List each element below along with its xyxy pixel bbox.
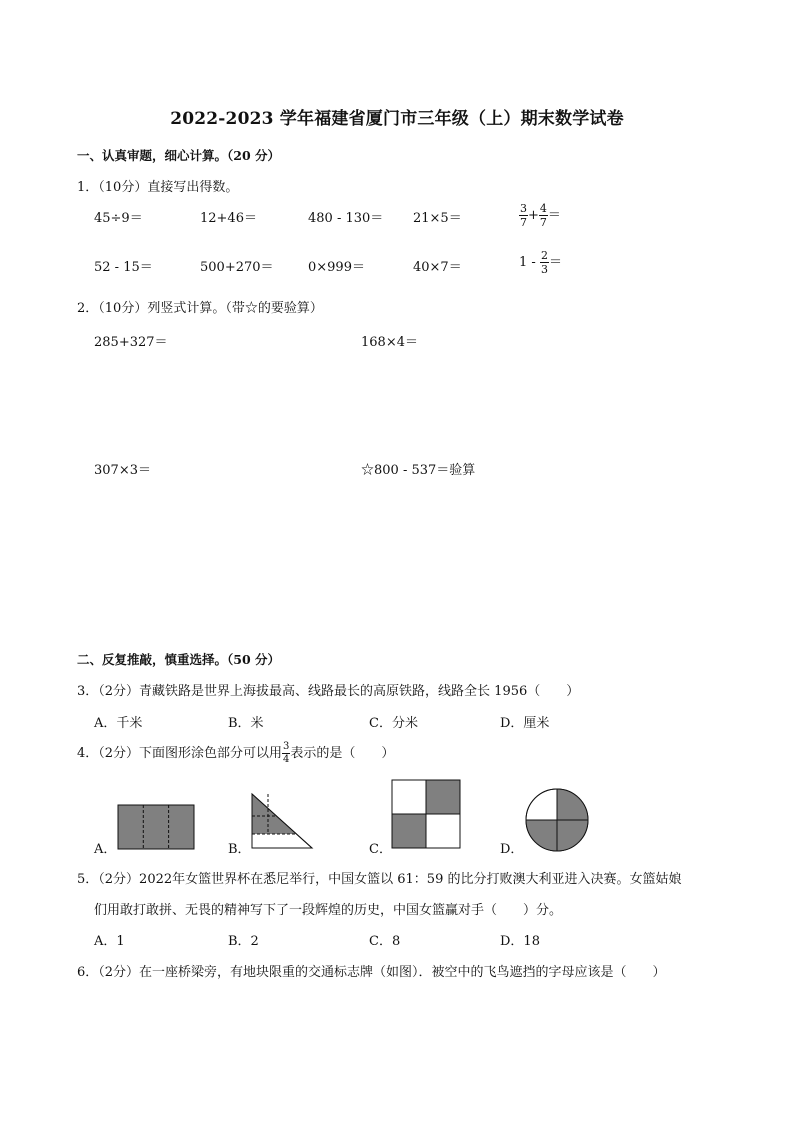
calc-item: 21×5＝ [413, 211, 462, 226]
calc-item: 480 - 130＝ [308, 211, 384, 226]
question-5-line-2: 们用敢打敢拼、无畏的精神写下了一段辉煌的历史，中国女篮赢对手（ ）分。 [94, 903, 563, 918]
option-b[interactable]: B． [228, 842, 251, 857]
option-a[interactable]: A． [94, 842, 117, 857]
option-a[interactable]: A．1 [94, 934, 125, 949]
section-1-heading: 一、认真审题，细心计算。（20 分） [77, 148, 280, 163]
fraction-diff-item: 1 - $\frac{2}{3}$ ＝ [519, 249, 562, 276]
vertical-calc-item: ☆800 - 537＝验算 [361, 463, 476, 478]
question-3-label: 3．（2分）青藏铁路是世界上海拔最高、线路最长的高原铁路，线路全长 1956（ ） [77, 684, 580, 699]
vertical-calc-item: 307×3＝ [94, 463, 151, 478]
calc-item: 0×999＝ [308, 260, 365, 275]
option-b[interactable]: B．米 [228, 716, 264, 731]
calc-item: 52 - 15＝ [94, 260, 153, 275]
question-1-label: 1．（10分）直接写出得数。 [77, 180, 239, 195]
option-d[interactable]: D．厘米 [500, 716, 550, 731]
figure-b-triangle[interactable] [250, 792, 316, 852]
fraction: $\frac{4}{7}$ [539, 202, 547, 229]
option-a[interactable]: A．千米 [94, 716, 143, 731]
option-c[interactable]: C．8 [369, 934, 401, 949]
option-d[interactable]: D．18 [500, 934, 540, 949]
section-2-heading: 二、反复推敲，慎重选择。（50 分） [77, 652, 280, 667]
question-6-label: 6．（2分）在一座桥梁旁，有地块限重的交通标志牌（如图）．被空中的飞鸟遮挡的字母应该是（ ） [77, 965, 666, 980]
fraction: $\frac{3}{7}$ [520, 202, 527, 229]
figure-c-square[interactable] [391, 779, 463, 851]
fraction: $\frac{3}{4}$ [283, 741, 290, 765]
calc-item: 12+46＝ [200, 211, 257, 226]
option-b[interactable]: B．2 [228, 934, 259, 949]
option-c[interactable]: C．分米 [369, 716, 418, 731]
figure-d-circle[interactable] [524, 787, 592, 855]
question-5-line-1: 5．（2分）2022年女篮世界杯在悉尼举行，中国女篮以 61：59 的比分打败澳大利亚进入决赛。女篮姑娘 [77, 872, 682, 887]
question-4-label: 4．（2分）下面图形涂色部分可以用 $\frac{3}{4}$ 表示的是（ ） [77, 741, 395, 765]
question-2-label: 2．（10分）列竖式计算。（带☆的要验算） [77, 301, 323, 316]
fraction: $\frac{2}{3}$ [540, 249, 548, 276]
option-d[interactable]: D． [500, 842, 524, 857]
vertical-calc-item: 168×4＝ [361, 335, 418, 350]
vertical-calc-item: 285+327＝ [94, 335, 168, 350]
option-c[interactable]: C． [369, 842, 392, 857]
page-title: 2022-2023 学年福建省厦门市三年级（上）期末数学试卷 [170, 109, 624, 129]
calc-item: 40×7＝ [413, 260, 462, 275]
calc-item: 45÷9＝ [94, 211, 143, 226]
fraction-sum-item: $\frac{3}{7}$ + $\frac{4}{7}$ ＝ [520, 202, 561, 229]
calc-item: 500+270＝ [200, 260, 274, 275]
figure-a-rectangle[interactable] [117, 804, 197, 852]
